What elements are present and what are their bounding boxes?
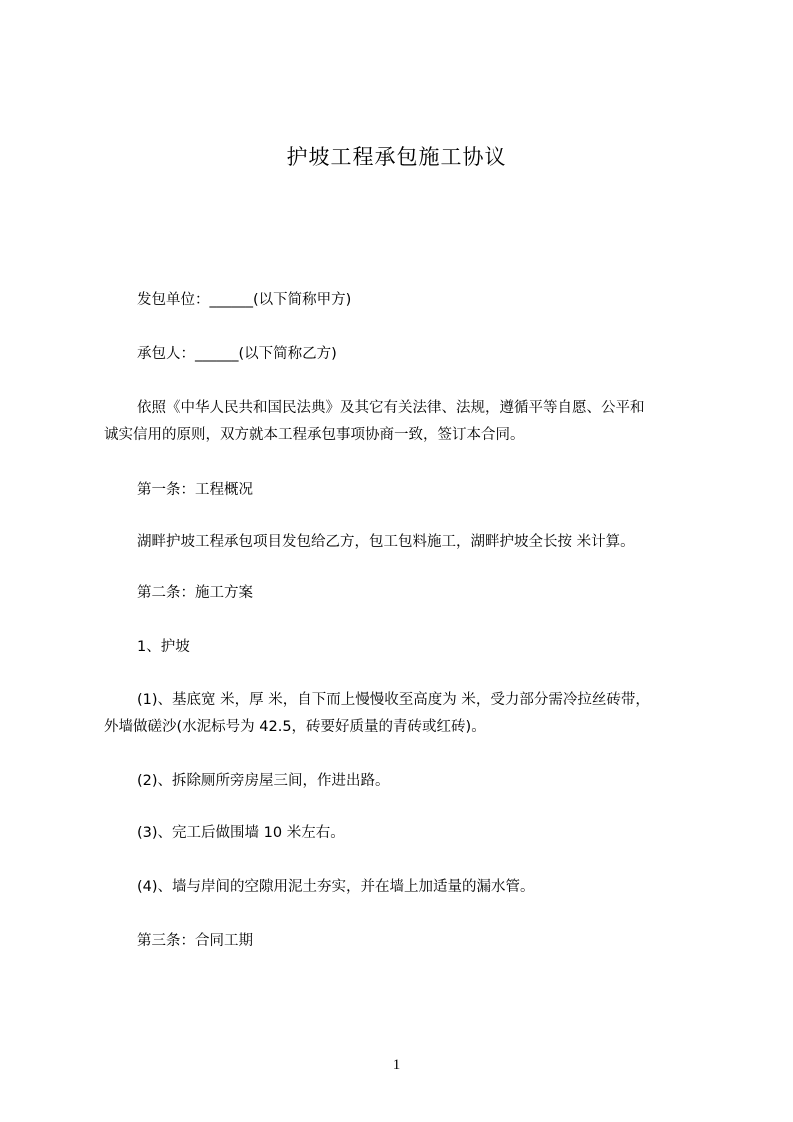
article-1-heading: 第一条：工程概况: [137, 482, 253, 498]
employer-line: 发包单位：______(以下简称甲方): [137, 292, 352, 308]
item-1-heading: 1、护坡: [137, 639, 190, 655]
intro-paragraph-line-1: 依照《中华人民共和国民法典》及其它有关法律、法规，遵循平等自愿、公平和: [137, 400, 645, 416]
article-3-heading: 第三条：合同工期: [137, 933, 253, 949]
article-2-heading: 第二条：施工方案: [137, 585, 253, 601]
article-1-body: 湖畔护坡工程承包项目发包给乙方，包工包料施工，湖畔护坡全长按 米计算。: [137, 534, 635, 550]
contractor-line: 承包人：______(以下简称乙方): [137, 346, 337, 362]
item-1-sub-4: (4)、墙与岸间的空隙用泥土夯实，并在墙上加适量的漏水管。: [137, 879, 535, 895]
item-1-sub-1-line-2: 外墙做磋沙(水泥标号为 42.5，砖要好质量的青砖或红砖)。: [104, 719, 486, 735]
intro-paragraph-line-2: 诚实信用的原则，双方就本工程承包事项协商一致，签订本合同。: [104, 427, 525, 443]
item-1-sub-3: (3)、完工后做围墙 10 米左右。: [137, 825, 345, 841]
page-number: 1: [392, 1057, 401, 1073]
item-1-sub-2: (2)、拆除厕所旁房屋三间，作进出路。: [137, 773, 390, 789]
document-title: 护坡工程承包施工协议: [286, 145, 507, 169]
item-1-sub-1-line-1: (1)、基底宽 米，厚 米，自下而上慢慢收至高度为 米，受力部分需冷拉丝砖带，: [137, 692, 650, 708]
